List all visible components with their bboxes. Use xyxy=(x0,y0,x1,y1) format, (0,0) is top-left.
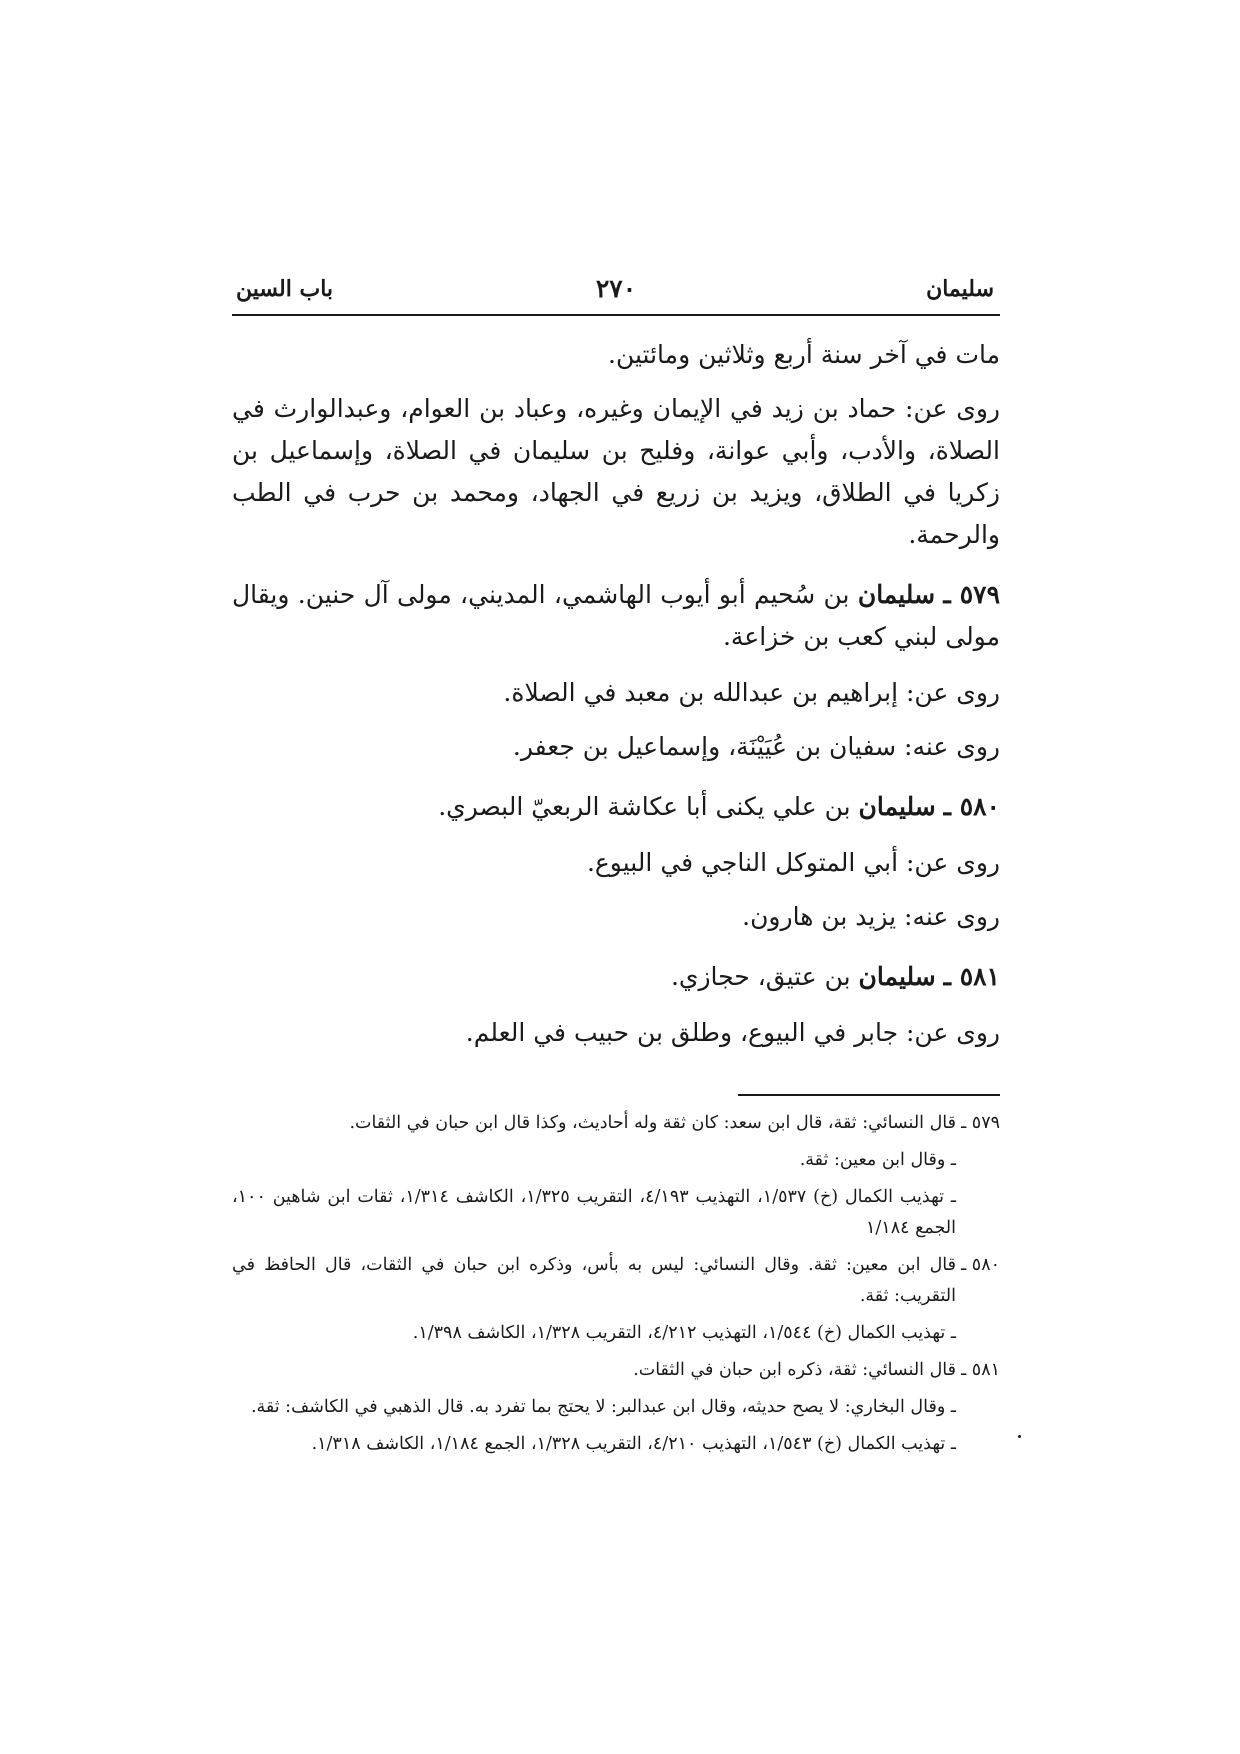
footnotes xyxy=(232,1108,1000,1460)
running-header xyxy=(232,272,1000,316)
entry-name: سليمان xyxy=(857,580,936,609)
footnote-text: قال ابن معين: ثقة. وقال النسائي: ليس به بأس، وذكره ابن حبان في الثقات، قال الحافظ في التقريب: ثقة. xyxy=(232,1255,956,1306)
footnote-number: ٥٨٠ ـ xyxy=(961,1255,1000,1275)
entry-number: ٥٨١ ـ xyxy=(943,962,1000,991)
entry-number: ٥٧٩ ـ xyxy=(943,580,1001,609)
footnote-number: ٥٨١ ـ xyxy=(961,1360,1000,1380)
entry-580-narrated-by: روى عنه: يزيد بن هارون. xyxy=(742,902,1000,931)
death-date-paragraph: مات في آخر سنة أربع وثلاثين ومائتين. xyxy=(608,340,1000,369)
page-number: ٢٧٠ xyxy=(595,274,637,303)
stray-mark xyxy=(1018,1435,1021,1438)
footnote-581 xyxy=(232,1355,1000,1386)
entry-579 xyxy=(232,574,1000,658)
entry-579-narrated-by: روى عنه: سفيان بن عُيَيْنَة، وإسماعيل بن جعفر. xyxy=(512,732,1000,761)
footnote-line: ـ تهذيب الكمال (خ) ١/٥٤٣، التهذيب ٤/٢١٠، التقريب ١/٣٢٨، الجمع ١/١٨٤، الكاشف ١/٣١٨. xyxy=(311,1434,956,1454)
footnote-580 xyxy=(232,1250,1000,1312)
entry-text: بن سُحيم أبو أيوب الهاشمي، المديني، مولى آل حنين. ويقال مولى لبني كعب بن خزاعة. xyxy=(232,580,1000,651)
footnote-579 xyxy=(232,1108,1000,1139)
footnote-text: قال النسائي: ثقة، قال ابن سعد: كان ثقة وله أحاديث، وكذا قال ابن حبان في الثقات. xyxy=(349,1113,956,1133)
main-text xyxy=(232,334,1000,1054)
entry-name: سليمان xyxy=(858,792,936,821)
footnote-number: ٥٧٩ ـ xyxy=(961,1113,1000,1133)
entry-text: بن عتيق، حجازي. xyxy=(670,962,851,991)
footnote-text: قال النسائي: ثقة، ذكره ابن حبان في الثقات. xyxy=(633,1360,956,1380)
footnote-line: ـ تهذيب الكمال (خ) ١/٥٤٤، التهذيب ٤/٢١٢، التقريب ١/٣٢٨، الكاشف ١/٣٩٨. xyxy=(412,1323,956,1343)
entry-581-narrated-from: روى عن: جابر في البيوع، وطلق بن حبيب في العلم. xyxy=(465,1018,1000,1047)
narrated-from-paragraph: روى عن: حماد بن زيد في الإيمان وغيره، وعباد بن العوام، وعبدالوارث في الصلاة، والأدب، وأبي عوانة، وفليح بن سليمان في الصلاة، وإسماعيل بن زكريا في الطلاق، ويزيد بن زريع في الجهاد، ومحمد بن حرب في الطب والرحمة. xyxy=(232,394,1000,549)
footnote-line: ـ وقال البخاري: لا يصح حديثه، وقال ابن عبدالبر: لا يحتج بما تفرد به. قال الذهبي في الكاشف: ثقة. xyxy=(250,1397,956,1417)
book-page xyxy=(232,272,1000,1466)
footnote-separator xyxy=(738,1094,1000,1096)
footnote-line: ـ وقال ابن معين: ثقة. xyxy=(799,1150,956,1170)
entry-579-narrated-from: روى عن: إبراهيم بن عبدالله بن معبد في الصلاة. xyxy=(503,678,1000,707)
entry-name: سليمان xyxy=(858,962,936,991)
entry-number: ٥٨٠ ـ xyxy=(943,792,1000,821)
footnote-line: ـ تهذيب الكمال (خ) ١/٥٣٧، التهذيب ٤/١٩٣، التقريب ١/٣٢٥، الكاشف ١/٣١٤، ثقات ابن شاهين ١٠٠، الجمع ١/١٨٤ xyxy=(232,1187,957,1238)
header-entry-name: سليمان xyxy=(926,276,994,302)
entry-580-narrated-from: روى عن: أبي المتوكل الناجي في البيوع. xyxy=(586,848,1000,877)
entry-581 xyxy=(232,956,1000,998)
header-chapter-title: باب السين xyxy=(236,276,334,302)
entry-580 xyxy=(232,786,1000,828)
entry-text: بن علي يكنى أبا عكاشة الربعيّ البصري. xyxy=(438,792,851,821)
